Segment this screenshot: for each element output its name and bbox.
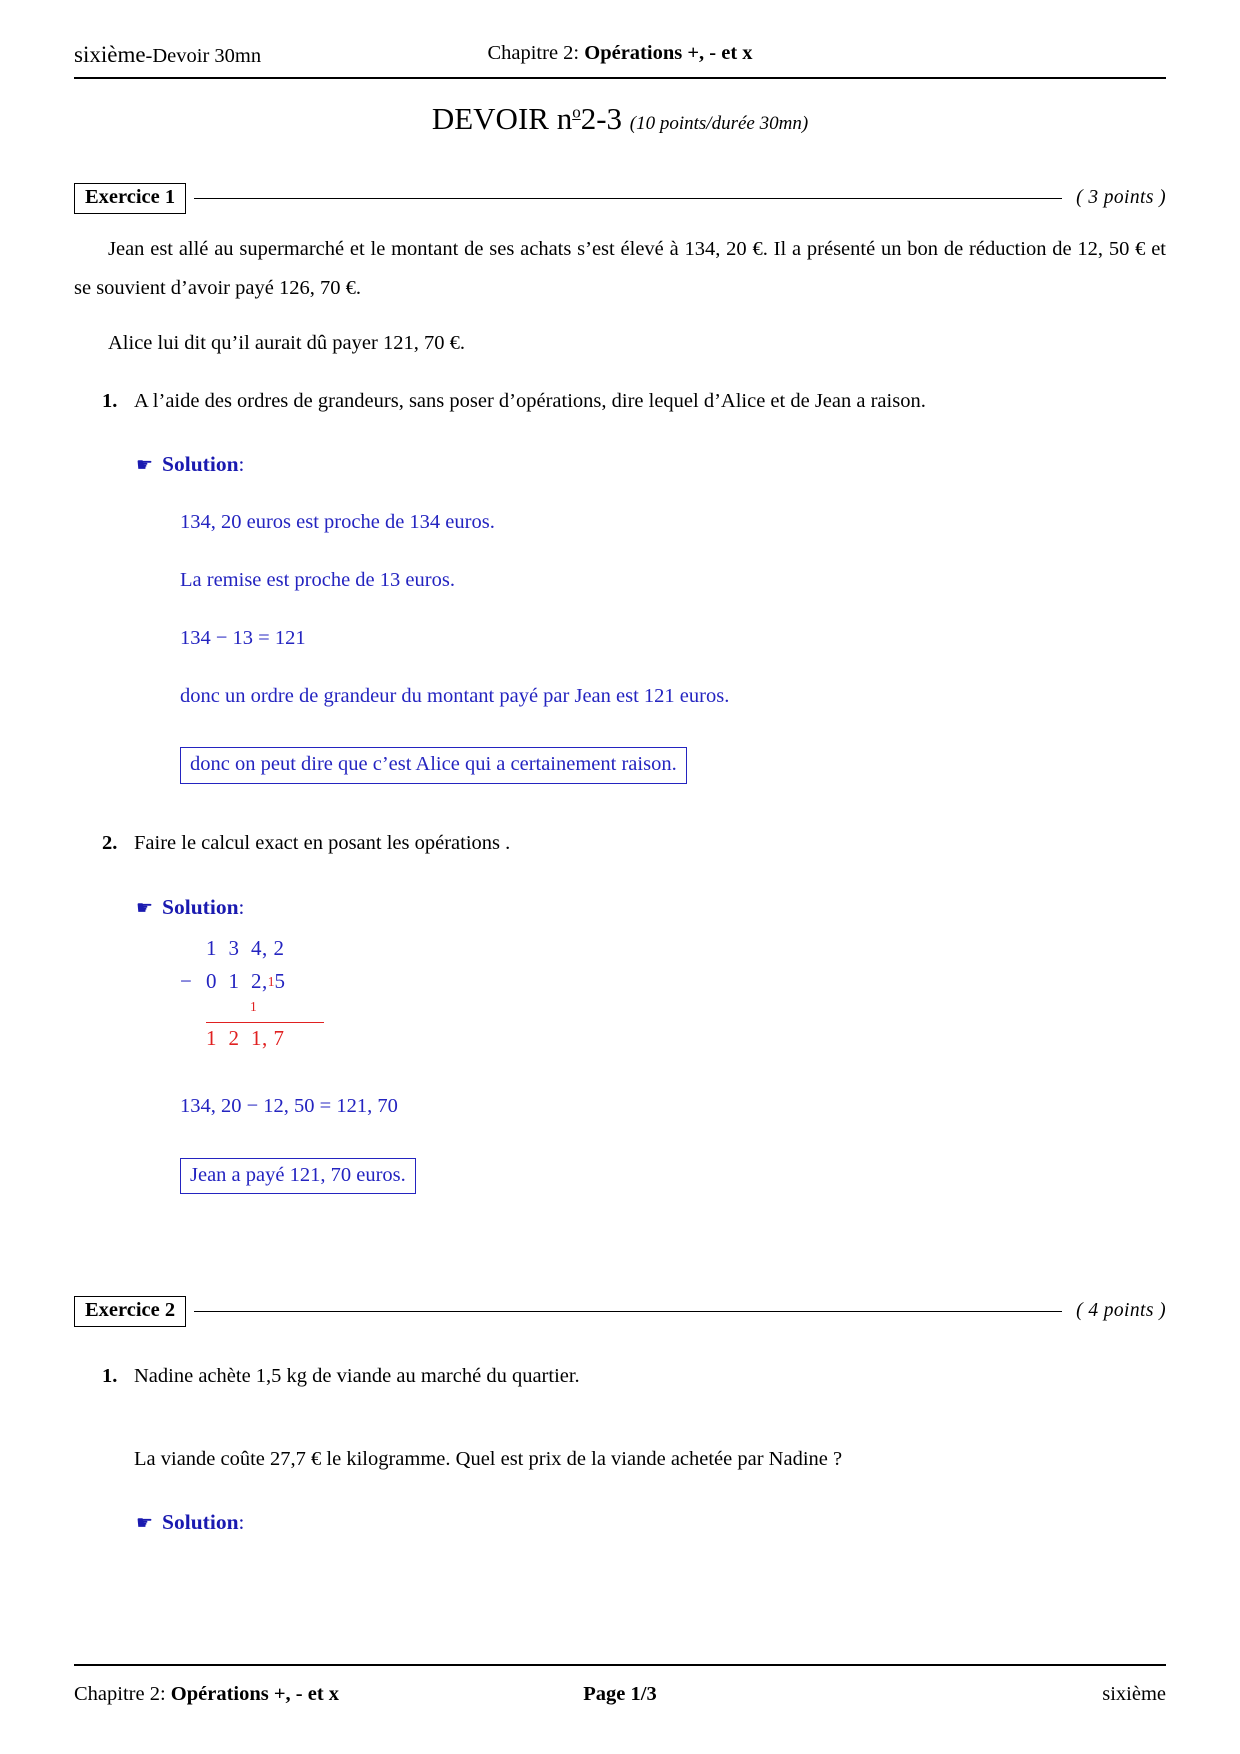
solution-1-label: Solution bbox=[162, 452, 239, 477]
borrow-digit: 1 bbox=[250, 998, 257, 1014]
pointing-hand-icon: ☛ bbox=[136, 897, 154, 919]
exercise-1-rule bbox=[194, 198, 1062, 199]
solution-2-conclusion-wrap bbox=[180, 1158, 1166, 1195]
page-title bbox=[74, 101, 1166, 137]
title-main: DEVOIR n bbox=[431, 101, 573, 136]
solution-3-header bbox=[136, 1510, 1166, 1535]
header-rule bbox=[74, 77, 1166, 79]
subtraction-result: 1 2 1, 7 bbox=[206, 1025, 285, 1050]
exercise-2-detail-spacer bbox=[102, 1442, 134, 1477]
title-number: 2-3 bbox=[580, 101, 623, 136]
question-1-text: A l’aide des ordres de grandeurs, sans poser d’opérations, dire lequel d’Alice et de Jean a raison. bbox=[134, 389, 926, 412]
minuend-digits: 1 3 4, 2 bbox=[206, 935, 285, 960]
question-1-number: 1. bbox=[102, 389, 118, 412]
exercise-1-question-2 bbox=[102, 826, 1166, 861]
exercise-2-points: ( 4 points ) bbox=[1076, 1300, 1166, 1322]
solution-1-conclusion-box: donc on peut dire que c’est Alice qui a certainement raison. bbox=[180, 747, 687, 784]
exercise-1-header bbox=[74, 183, 1166, 214]
exercise-2-question-1-number: 1. bbox=[102, 1364, 118, 1387]
running-header bbox=[74, 42, 1166, 72]
title-subtitle: (10 points/durée 30mn) bbox=[629, 113, 809, 134]
section-spacer bbox=[74, 1194, 1166, 1250]
solution-2-header bbox=[136, 895, 1166, 920]
exercise-1-label: Exercice 1 bbox=[74, 183, 186, 214]
running-header-left-rest: -Devoir 30mn bbox=[145, 45, 262, 67]
solution-2-conclusion-box: Jean a payé 121, 70 euros. bbox=[180, 1158, 416, 1195]
solution-equation: 134, 20 − 12, 50 = 121, 70 bbox=[180, 1094, 398, 1117]
solution-line: 134 − 13 = 121 bbox=[180, 626, 306, 649]
solution-line: donc un ordre de grandeur du montant payé par Jean est 121 euros. bbox=[180, 684, 730, 707]
exercise-2-rule bbox=[194, 1311, 1062, 1312]
pointing-hand-icon: ☛ bbox=[136, 455, 154, 477]
footer-chapter-title: Opérations +, - et x bbox=[170, 1683, 340, 1705]
exercise-2-question-1 bbox=[102, 1359, 1166, 1394]
solution-line: La remise est proche de 13 euros. bbox=[180, 569, 455, 592]
solution-2-colon: : bbox=[238, 894, 245, 919]
page-footer bbox=[74, 1683, 1166, 1706]
subtraction-minuend-row bbox=[180, 935, 324, 971]
exercise-2-question-1-text-2: La viande coûte 27,7 € le kilogramme. Quel est prix de la viande achetée par Nadine ? bbox=[134, 1447, 843, 1470]
subtraction-rule bbox=[206, 1022, 324, 1023]
pointing-hand-icon: ☛ bbox=[136, 1513, 154, 1535]
solution-1-conclusion-wrap bbox=[180, 747, 1166, 784]
subtrahend-digits-tail: 5 bbox=[274, 968, 286, 993]
exercise-1-question-1 bbox=[102, 384, 1166, 419]
solution-1-header bbox=[136, 452, 1166, 477]
footer-page-number: Page 1/3 bbox=[583, 1683, 657, 1705]
solution-2-label: Solution bbox=[162, 894, 239, 919]
subtrahend-digits: 0 1 2, bbox=[206, 968, 268, 993]
exercise-2-header bbox=[74, 1296, 1166, 1327]
exercise-1-points: ( 3 points ) bbox=[1076, 187, 1166, 209]
exercise-1-intro-paragraph-2: Alice lui dit qu’il aurait dû payer 121, 70 €. bbox=[108, 332, 465, 355]
posed-subtraction bbox=[180, 935, 324, 1061]
solution-2-body bbox=[180, 1091, 1166, 1194]
running-header-chapter-title: Opérations +, - et x bbox=[584, 42, 753, 64]
minus-sign: − bbox=[180, 968, 192, 993]
running-header-left-strong: sixième bbox=[74, 42, 146, 67]
running-header-chapter-prefix: Chapitre 2: bbox=[487, 42, 585, 64]
running-header-center bbox=[74, 42, 1166, 65]
solution-1-body bbox=[180, 507, 1166, 784]
footer-level: sixième bbox=[1102, 1683, 1166, 1705]
subtraction-result-row bbox=[180, 1025, 324, 1061]
question-2-text: Faire le calcul exact en posant les opérations . bbox=[134, 832, 511, 855]
footer-rule bbox=[74, 1664, 1166, 1666]
solution-line: 134, 20 euros est proche de 134 euros. bbox=[180, 511, 495, 534]
solution-3-label: Solution bbox=[162, 1510, 239, 1535]
exercise-2-label: Exercice 2 bbox=[74, 1296, 186, 1327]
exercise-2-question-1-detail bbox=[102, 1442, 1166, 1477]
footer-chapter-prefix: Chapitre 2: bbox=[74, 1683, 171, 1705]
carry-digit-superscript: 1 bbox=[267, 973, 275, 989]
solution-1-colon: : bbox=[238, 452, 245, 477]
question-2-number: 2. bbox=[102, 832, 118, 855]
footer-left bbox=[74, 1683, 438, 1706]
exercise-2-question-1-text: Nadine achète 1,5 kg de viande au marché du quartier. bbox=[134, 1364, 580, 1387]
solution-3-colon: : bbox=[238, 1510, 245, 1535]
exercise-1-intro-paragraph: Jean est allé au supermarché et le montant de ses achats s’est élevé à 134, 20 €. Il a présenté un bon de réduction de 12, 50 € et se souvient d’avoir payé 126, 70 €. bbox=[74, 237, 1166, 299]
subtraction-borrow-row bbox=[180, 998, 324, 1020]
title-ordinal: o bbox=[572, 102, 581, 122]
